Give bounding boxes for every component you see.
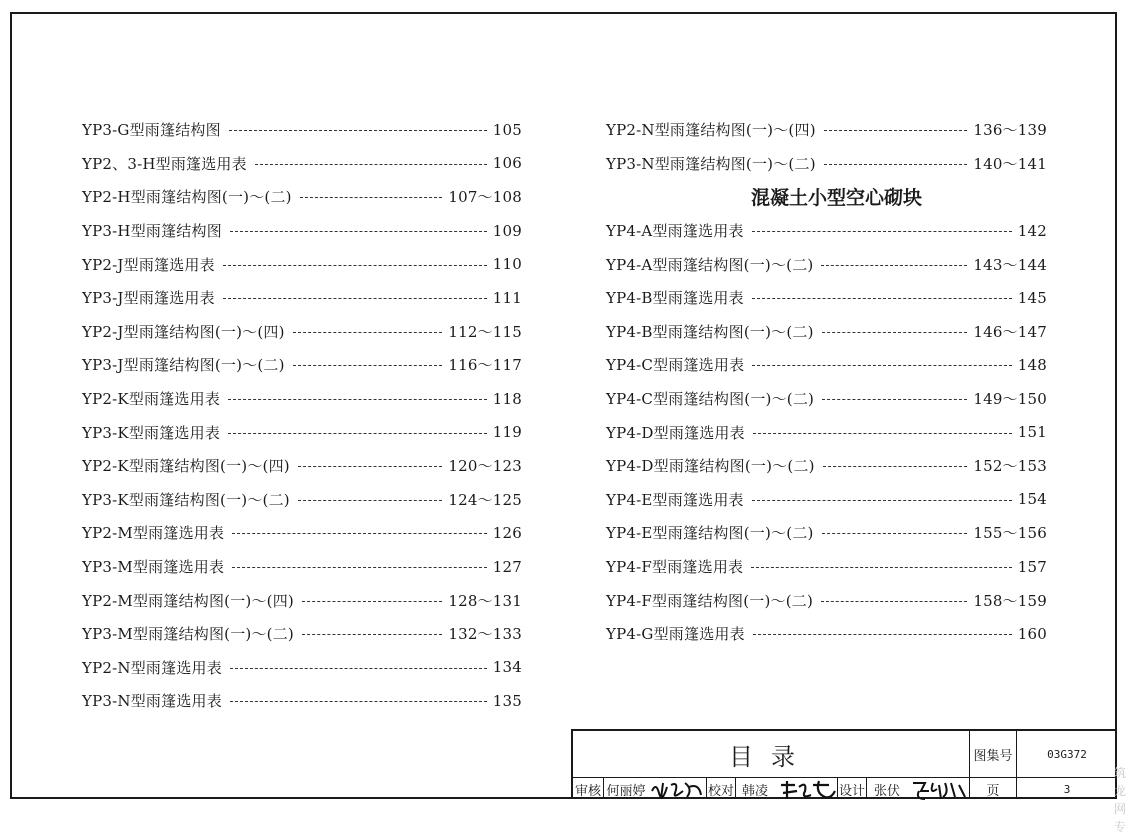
reviewer-name: 何丽婷 bbox=[606, 784, 646, 799]
dash-leader bbox=[230, 668, 487, 669]
toc-entry-pages: 106 bbox=[492, 154, 522, 173]
dash-leader bbox=[752, 500, 1012, 501]
document-title: 目录 bbox=[729, 742, 813, 771]
toc-entry bbox=[606, 617, 1047, 651]
dash-leader bbox=[822, 399, 967, 400]
toc-entry-title: YP2-J型雨篷结构图(一)～(四) bbox=[82, 322, 285, 341]
toc-entry-title: YP4-C型雨篷结构图(一)～(二) bbox=[606, 390, 815, 409]
toc-entry-pages: 107～108 bbox=[448, 188, 522, 207]
toc-entry-pages: 126 bbox=[492, 523, 522, 542]
toc-entry-pages: 135 bbox=[492, 691, 522, 710]
toc-entry bbox=[606, 516, 1047, 550]
dash-leader bbox=[255, 164, 487, 165]
toc-entry-title: YP2-N型雨篷结构图(一)～(四) bbox=[606, 121, 816, 140]
toc-entry-pages: 142 bbox=[1017, 221, 1047, 240]
dash-leader bbox=[823, 466, 968, 467]
toc-entry bbox=[82, 415, 522, 449]
toc-entry-title: YP3-N型雨篷结构图(一)～(二) bbox=[606, 154, 816, 173]
toc-entry-title: YP3-M型雨篷结构图(一)～(二) bbox=[82, 625, 294, 644]
atlas-number: 03G372 bbox=[1047, 747, 1087, 761]
dash-leader bbox=[232, 567, 487, 568]
toc-entry-pages: 128～131 bbox=[448, 591, 522, 610]
toc-entry-title: YP4-G型雨篷选用表 bbox=[606, 625, 745, 644]
check-label: 校对 bbox=[707, 784, 734, 799]
designer-signature bbox=[911, 779, 967, 805]
checker-signature bbox=[779, 779, 837, 805]
toc-entry bbox=[82, 247, 522, 281]
toc-entry-pages: 118 bbox=[492, 389, 522, 408]
toc-entry-pages: 124～125 bbox=[448, 490, 522, 509]
toc-entry bbox=[82, 180, 522, 214]
toc-entry-pages: 127 bbox=[492, 557, 522, 576]
toc-entry bbox=[82, 651, 522, 685]
toc-entry-title: YP2-N型雨篷选用表 bbox=[82, 658, 222, 677]
toc-entry bbox=[82, 281, 522, 315]
dash-leader bbox=[751, 567, 1012, 568]
dash-leader bbox=[298, 500, 443, 501]
toc-entry-title: YP4-F型雨篷选用表 bbox=[606, 558, 744, 577]
toc-entry bbox=[82, 382, 522, 416]
toc-entry-pages: 149～150 bbox=[973, 390, 1047, 409]
title-block-top-row bbox=[573, 731, 1117, 778]
toc-entry-pages: 134 bbox=[492, 658, 522, 677]
toc-entry-pages: 155～156 bbox=[973, 524, 1047, 543]
toc-entry-title: YP4-C型雨篷选用表 bbox=[606, 356, 745, 375]
toc-entry-title: YP4-D型雨篷结构图(一)～(二) bbox=[606, 457, 815, 476]
dash-leader bbox=[293, 332, 443, 333]
toc-entry bbox=[606, 550, 1047, 584]
toc-entry bbox=[606, 583, 1047, 617]
dash-leader bbox=[753, 433, 1012, 434]
dash-leader bbox=[230, 231, 487, 232]
toc-entry-pages: 105 bbox=[492, 120, 522, 139]
dash-leader bbox=[302, 601, 442, 602]
toc-entry bbox=[82, 147, 522, 181]
toc-entry-pages: 110 bbox=[492, 255, 522, 274]
toc-entry bbox=[82, 214, 522, 248]
dash-leader bbox=[300, 197, 443, 198]
toc-right-column bbox=[606, 113, 1047, 651]
toc-entry-pages: 116～117 bbox=[448, 356, 522, 375]
toc-entry-title: YP4-B型雨篷结构图(一)～(二) bbox=[606, 322, 814, 341]
toc-entry-title: YP3-K型雨篷结构图(一)～(二) bbox=[82, 490, 290, 509]
dash-leader bbox=[824, 130, 968, 131]
toc-entry bbox=[82, 483, 522, 517]
dash-leader bbox=[228, 433, 487, 434]
toc-entry-title: YP4-E型雨篷选用表 bbox=[606, 490, 744, 509]
section-heading: 混凝土小型空心砌块 bbox=[750, 187, 922, 210]
toc-entry bbox=[606, 214, 1047, 248]
toc-entry bbox=[606, 247, 1047, 281]
toc-entry-title: YP2-J型雨篷选用表 bbox=[82, 255, 215, 274]
toc-entry bbox=[82, 113, 522, 147]
atlas-number-label: 图集号 bbox=[973, 748, 1013, 764]
dash-leader bbox=[752, 231, 1012, 232]
toc-entry-pages: 109 bbox=[492, 221, 522, 240]
toc-entry bbox=[606, 415, 1047, 449]
toc-entry-pages: 143～144 bbox=[973, 255, 1047, 274]
dash-leader bbox=[752, 298, 1012, 299]
toc-entry bbox=[606, 483, 1047, 517]
page-label: 页 bbox=[986, 784, 1000, 799]
toc-entry bbox=[82, 583, 522, 617]
dash-leader bbox=[293, 365, 443, 366]
toc-entry-pages: 136～139 bbox=[973, 121, 1047, 140]
dash-leader bbox=[302, 634, 442, 635]
toc-entry-title: YP3-K型雨篷选用表 bbox=[82, 423, 221, 442]
toc-entry-title: YP2、3-H型雨篷选用表 bbox=[82, 154, 247, 173]
toc-entry bbox=[606, 348, 1047, 382]
toc-entry-pages: 154 bbox=[1017, 490, 1047, 509]
toc-entry-title: YP4-A型雨篷选用表 bbox=[606, 222, 744, 241]
dash-leader bbox=[753, 634, 1012, 635]
title-block bbox=[571, 729, 1117, 799]
toc-entry-title: YP2-M型雨篷选用表 bbox=[82, 524, 225, 543]
toc-entry bbox=[606, 315, 1047, 349]
toc-entry-pages: 160 bbox=[1017, 624, 1047, 643]
toc-entry-title: YP3-J型雨篷选用表 bbox=[82, 289, 215, 308]
toc-entry-pages: 132～133 bbox=[448, 625, 522, 644]
checker-name: 韩凌 bbox=[741, 784, 768, 799]
toc-entry bbox=[82, 348, 522, 382]
toc-entry-title: YP4-E型雨篷结构图(一)～(二) bbox=[606, 524, 814, 543]
toc-entry-pages: 145 bbox=[1017, 288, 1047, 307]
toc-entry-title: YP3-G型雨篷结构图 bbox=[82, 121, 221, 140]
dash-leader bbox=[223, 265, 487, 266]
dash-leader bbox=[228, 399, 487, 400]
toc-entry-title: YP3-H型雨篷结构图 bbox=[82, 222, 222, 241]
margin-watermark-text: 筑龙网 专 bbox=[1114, 766, 1127, 834]
design-label: 设计 bbox=[838, 784, 865, 799]
toc-entry bbox=[606, 449, 1047, 483]
toc-entry-title: YP2-K型雨篷选用表 bbox=[82, 390, 221, 409]
dash-leader bbox=[821, 265, 967, 266]
dash-leader bbox=[822, 332, 968, 333]
toc-entry-pages: 120～123 bbox=[448, 457, 522, 476]
toc-entry bbox=[82, 550, 522, 584]
toc-entry-title: YP2-K型雨篷结构图(一)～(四) bbox=[82, 457, 290, 476]
toc-entry-title: YP3-J型雨篷结构图(一)～(二) bbox=[82, 356, 285, 375]
toc-entry-pages: 157 bbox=[1017, 557, 1047, 576]
toc-left-column bbox=[82, 113, 522, 718]
toc-entry bbox=[82, 315, 522, 349]
dash-leader bbox=[229, 130, 487, 131]
toc-entry-title: YP4-F型雨篷结构图(一)～(二) bbox=[606, 591, 814, 610]
toc-entry-pages: 112～115 bbox=[448, 322, 522, 341]
toc-entry-title: YP4-A型雨篷结构图(一)～(二) bbox=[606, 255, 814, 274]
toc-entry-title: YP3-M型雨篷选用表 bbox=[82, 558, 225, 577]
review-label: 审核 bbox=[574, 784, 601, 799]
toc-entry-title: YP3-N型雨篷选用表 bbox=[82, 692, 222, 711]
toc-entry-title: YP2-H型雨篷结构图(一)～(二) bbox=[82, 188, 292, 207]
toc-entry-title: YP4-D型雨篷选用表 bbox=[606, 423, 745, 442]
designer-name: 张伏 bbox=[873, 784, 900, 799]
toc-entry-pages: 140～141 bbox=[973, 154, 1047, 173]
toc-entry-pages: 146～147 bbox=[973, 322, 1047, 341]
dash-leader bbox=[230, 701, 487, 702]
toc-entry-pages: 152～153 bbox=[973, 457, 1047, 476]
page-number: 3 bbox=[1063, 783, 1071, 796]
toc-entry bbox=[606, 281, 1047, 315]
toc-entry bbox=[82, 449, 522, 483]
toc-entry bbox=[606, 382, 1047, 416]
dash-leader bbox=[824, 164, 968, 165]
toc-entry bbox=[82, 617, 522, 651]
dash-leader bbox=[223, 298, 487, 299]
toc-entry-pages: 111 bbox=[492, 288, 522, 307]
dash-leader bbox=[298, 466, 443, 467]
toc-entry bbox=[82, 516, 522, 550]
dash-leader bbox=[752, 365, 1011, 366]
toc-entry-title: YP2-M型雨篷结构图(一)～(四) bbox=[82, 591, 294, 610]
toc-entry-pages: 119 bbox=[492, 423, 522, 442]
toc-entry bbox=[606, 147, 1047, 181]
dash-leader bbox=[821, 601, 967, 602]
reviewer-signature bbox=[649, 779, 705, 805]
toc-entry bbox=[82, 684, 522, 718]
dash-leader bbox=[232, 533, 487, 534]
toc-entry-pages: 151 bbox=[1017, 423, 1047, 442]
dash-leader bbox=[822, 533, 968, 534]
toc-entry-pages: 148 bbox=[1017, 355, 1047, 374]
toc-entry bbox=[606, 113, 1047, 147]
toc-entry-title: YP4-B型雨篷选用表 bbox=[606, 289, 744, 308]
toc-entry-pages: 158～159 bbox=[973, 591, 1047, 610]
